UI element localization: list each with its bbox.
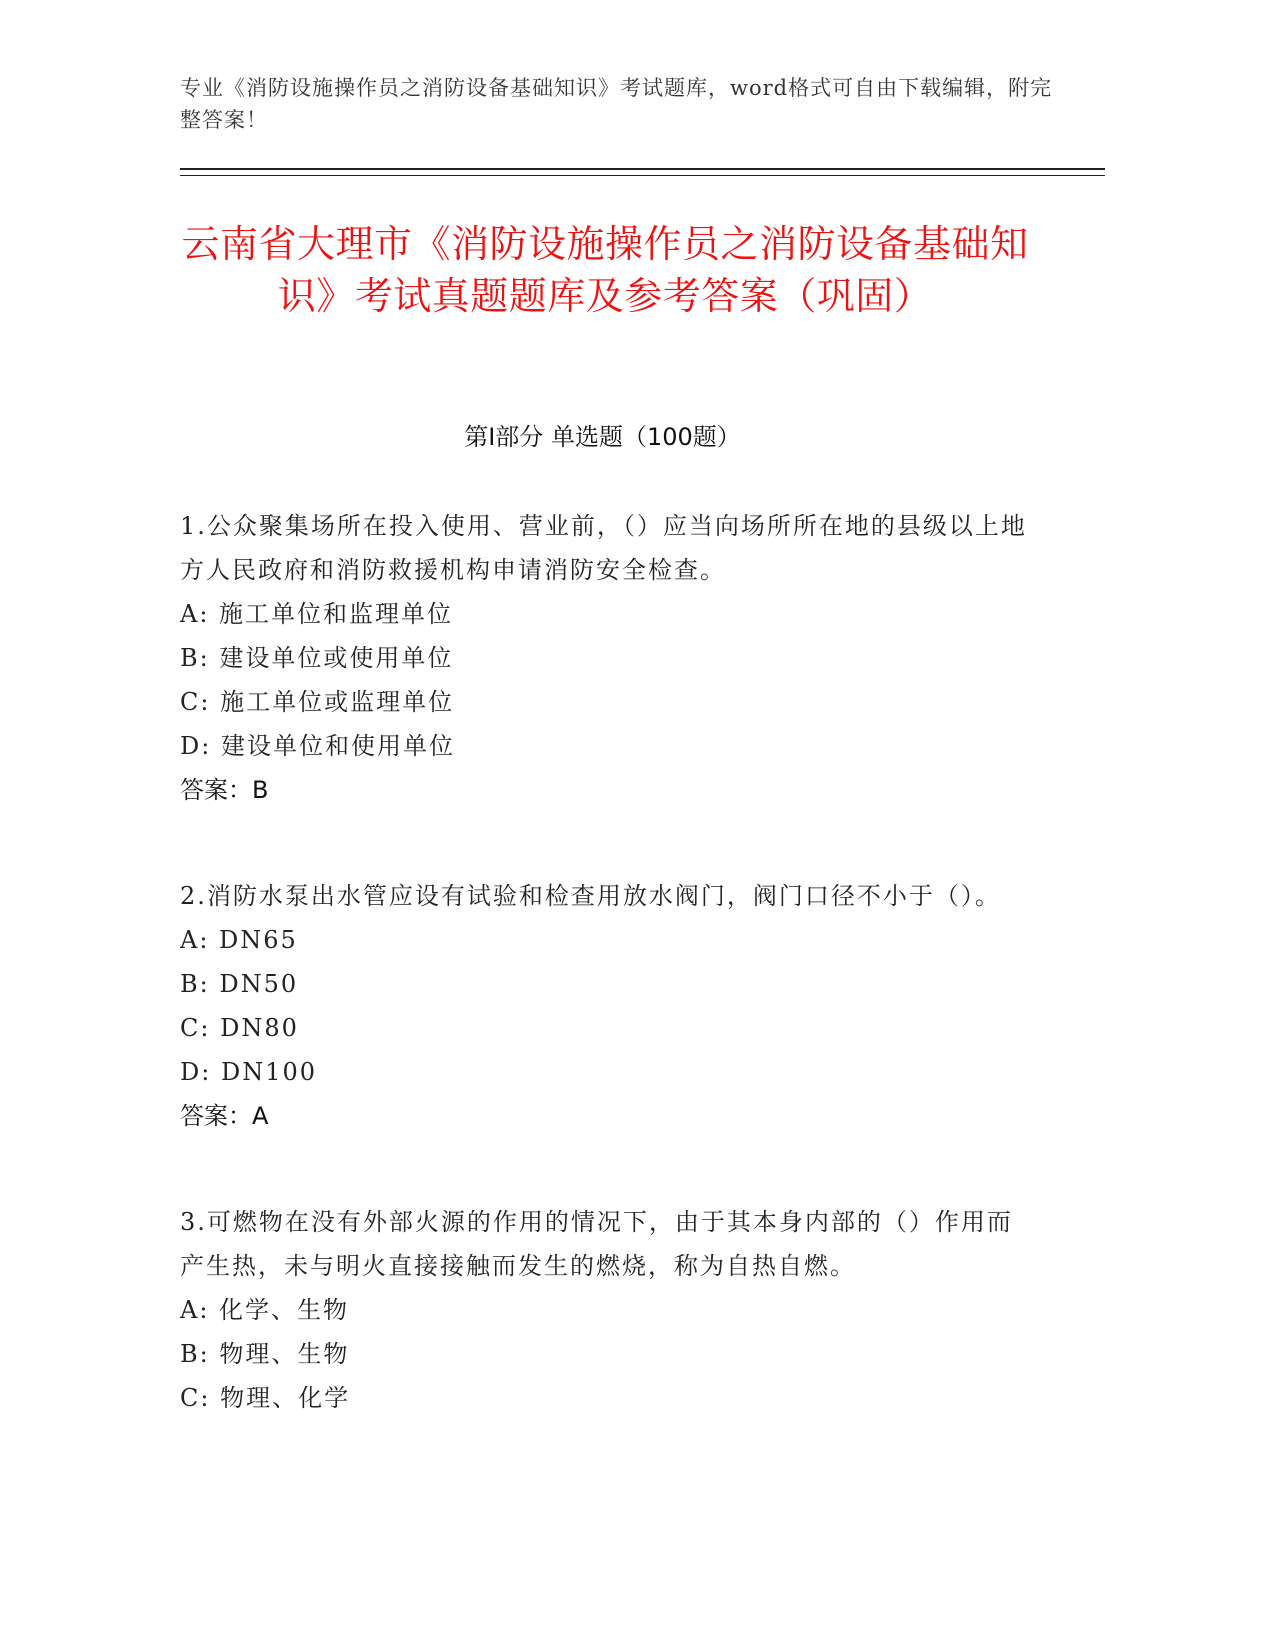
option-a: A: 化学、生物 bbox=[180, 1296, 350, 1324]
question-2 bbox=[180, 874, 1030, 1138]
header-divider-thick bbox=[180, 168, 1105, 170]
answer-line: 答案：B bbox=[180, 776, 269, 804]
question-list bbox=[180, 504, 1030, 1482]
option-b: B: 物理、生物 bbox=[180, 1340, 350, 1368]
option-a: A: DN65 bbox=[180, 926, 298, 954]
option-b: B: DN50 bbox=[180, 970, 299, 998]
question-stem: 2.消防水泵出水管应设有试验和检查用放水阀门，阀门口径不小于（）。 bbox=[180, 882, 1001, 910]
question-stem: 1.公众聚集场所在投入使用、营业前，（）应当向场所所在地的县级以上地方人民政府和消防救援机构申请消防安全检查。 bbox=[180, 512, 1027, 584]
question-1 bbox=[180, 504, 1030, 812]
question-stem: 3.可燃物在没有外部火源的作用的情况下，由于其本身内部的（）作用而产生热，未与明火直接接触而发生的燃烧，称为自热自燃。 bbox=[180, 1208, 1013, 1280]
header-note: 专业《消防设施操作员之消防设备基础知识》考试题库，word格式可自由下载编辑，附完整答案！ bbox=[180, 76, 1053, 132]
option-b: B: 建设单位或使用单位 bbox=[180, 644, 454, 672]
answer-line: 答案：A bbox=[180, 1102, 269, 1130]
option-c: C: DN80 bbox=[180, 1014, 299, 1042]
option-a: A: 施工单位和监理单位 bbox=[180, 600, 454, 628]
option-c: C: 物理、化学 bbox=[180, 1384, 351, 1412]
header-divider-thin bbox=[180, 175, 1105, 176]
option-d: D: 建设单位和使用单位 bbox=[180, 732, 455, 760]
option-c: C: 施工单位或监理单位 bbox=[180, 688, 455, 716]
option-d: D: DN100 bbox=[180, 1058, 318, 1086]
document-title: 云南省大理市《消防设施操作员之消防设备基础知识》考试真题题库及参考答案（巩固） bbox=[181, 222, 1029, 318]
question-3 bbox=[180, 1200, 1030, 1420]
section-heading: 第I部分 单选题（100题） bbox=[464, 423, 741, 451]
